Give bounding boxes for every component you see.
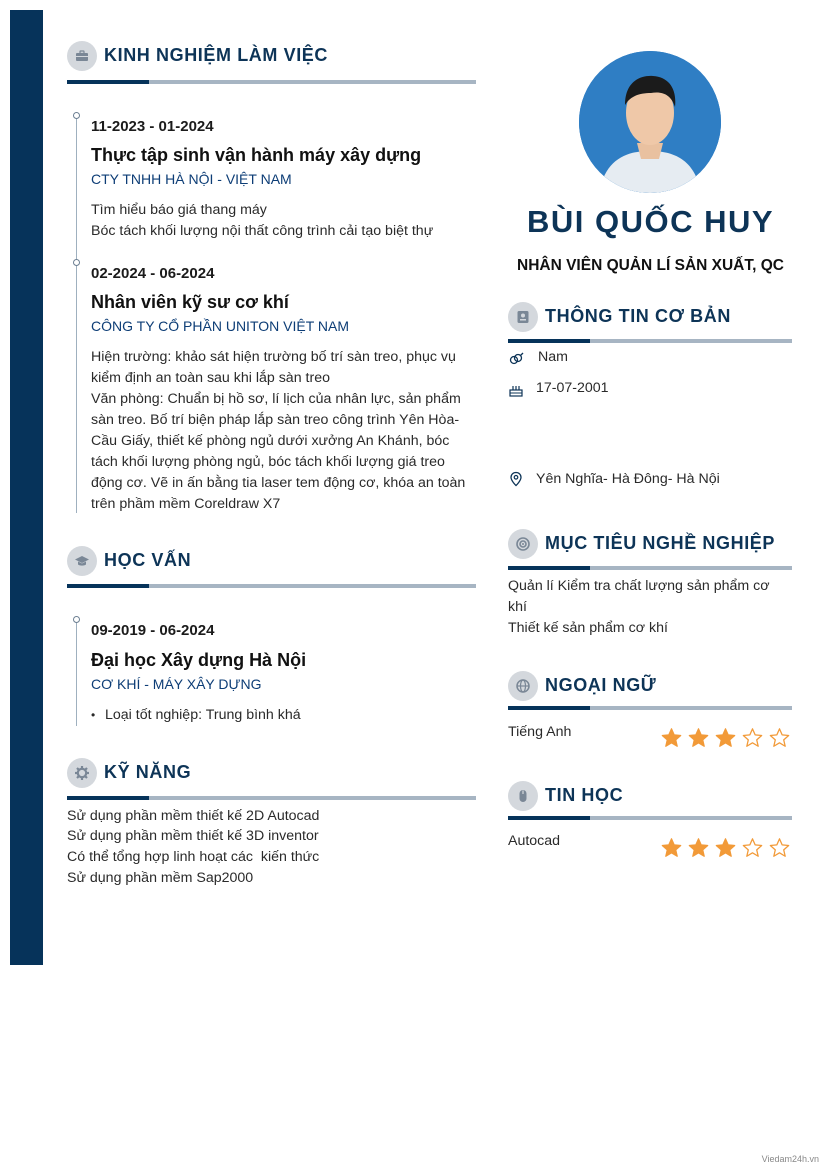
experience-job-title: Thực tập sinh vận hành máy xây dựng [91, 145, 422, 165]
star-filled-icon [660, 727, 683, 749]
experience-title: KINH NGHIỆM LÀM VIỆC [104, 45, 329, 65]
experience-period: 11-2023 - 01-2024 [91, 118, 214, 135]
objective-text: Quản lí Kiểm tra chất lượng sản phẩm cơ khí Thiết kế sản phẩm cơ khí [508, 578, 770, 636]
basic-info-section-header [508, 302, 793, 334]
experience-timeline [76, 116, 77, 513]
languages-rule [508, 706, 792, 710]
it-rule [508, 816, 792, 820]
star-empty-icon [768, 727, 791, 749]
it-skill-name: Autocad [508, 833, 561, 849]
education-major: CƠ KHÍ - MÁY XÂY DỰNG [91, 676, 262, 692]
star-filled-icon [687, 837, 710, 859]
language-name: Tiếng Anh [508, 724, 572, 740]
birthday-value: 17-07-2001 [536, 380, 609, 396]
star-empty-icon [768, 837, 791, 859]
basic-info-rule [508, 339, 792, 343]
experience-rule [67, 80, 476, 84]
star-filled-icon [687, 727, 710, 749]
education-school: Đại học Xây dựng Hà Nội [91, 650, 307, 670]
skill-item: Có thể tổng hợp linh hoạt các kiến thức [67, 849, 320, 865]
education-detail: Loại tốt nghiệp: Trung bình khá [105, 707, 301, 723]
education-timeline [76, 620, 77, 726]
experience-description: Hiện trường: khảo sát hiện trường bố trí sàn treo, phục vụ kiểm định an toàn sau khi lắp sàn treo Văn phòng: Chuẩn bị hồ sơ, lí lịch của nhân lực, sản phẩm sàn treo. Bố trí biện pháp lắp sàn treo công trình Yên Hòa- Cầu Giấy, thiết kế phòng ngủ dưới xưởng An Khánh, bóc tách khối lượng phòng ngủ, bóc tách khối lượng giá treo động cơ. Vẽ in ấn bằng tia laser tem động cơ, khóa an toàn trên phầm mềm Coreldraw X7 [91, 349, 466, 512]
objective-rule [508, 566, 792, 570]
skill-item: Sử dụng phần mềm thiết kế 3D inventor [67, 828, 319, 844]
education-period: 09-2019 - 06-2024 [91, 622, 215, 639]
experience-job-title: Nhân viên kỹ sư cơ khí [91, 292, 289, 312]
experience-period: 02-2024 - 06-2024 [91, 265, 215, 282]
languages-title: NGOẠI NGỮ [545, 675, 657, 695]
objective-section-header [508, 529, 793, 561]
globe-icon [508, 671, 538, 701]
left-accent-bar [10, 10, 43, 965]
star-empty-icon [741, 727, 764, 749]
location-pin-icon [508, 471, 524, 487]
education-section-header [67, 546, 477, 578]
experience-company: CTY TNHH HÀ NỘI - VIỆT NAM [91, 171, 292, 187]
experience-section-header [67, 41, 477, 73]
skills-title: KỸ NĂNG [104, 762, 192, 782]
address-value: Yên Nghĩa- Hà Đông- Hà Nội [536, 471, 720, 487]
graduation-cap-icon [67, 546, 97, 576]
skills-section-header [67, 758, 477, 790]
gender-value: Nam [538, 349, 568, 365]
language-rating [660, 727, 791, 749]
skill-item: Sử dụng phần mềm Sap2000 [67, 870, 254, 886]
it-title: TIN HỌC [545, 785, 624, 805]
education-detail-item: • Loại tốt nghiệp: Trung bình khá [91, 707, 301, 723]
gender-icon [508, 351, 524, 367]
id-card-icon [508, 302, 538, 332]
birthday-cake-icon [508, 382, 524, 398]
avatar [579, 51, 721, 193]
skill-item: Sử dụng phần mềm thiết kế 2D Autocad [67, 808, 320, 824]
it-section-header [508, 781, 793, 813]
star-filled-icon [714, 727, 737, 749]
experience-description: Tìm hiểu báo giá thang máy Bóc tách khối lượng nội thất công trình cải tạo biệt thự [91, 202, 434, 239]
mouse-icon [508, 781, 538, 811]
gear-icon [67, 758, 97, 788]
education-title: HỌC VẤN [104, 550, 192, 570]
watermark: Viedam24h.vn [761, 1154, 819, 1164]
timeline-dot [73, 112, 80, 119]
briefcase-icon [67, 41, 97, 71]
languages-section-header [508, 671, 793, 703]
skills-rule [67, 796, 476, 800]
education-rule [67, 584, 476, 588]
objective-title: MỤC TIÊU NGHỀ NGHIỆP [545, 533, 776, 553]
it-skill-rating [660, 837, 791, 859]
candidate-name: BÙI QUỐC HUY [526, 204, 775, 239]
candidate-role: NHÂN VIÊN QUẢN LÍ SẢN XUẤT, QC [517, 257, 784, 274]
basic-info-title: THÔNG TIN CƠ BẢN [545, 306, 731, 326]
experience-company: CÔNG TY CỔ PHẦN UNITON VIỆT NAM [91, 318, 350, 334]
star-empty-icon [741, 837, 764, 859]
timeline-dot [73, 616, 80, 623]
timeline-dot [73, 259, 80, 266]
star-filled-icon [714, 837, 737, 859]
target-icon [508, 529, 538, 559]
star-filled-icon [660, 837, 683, 859]
